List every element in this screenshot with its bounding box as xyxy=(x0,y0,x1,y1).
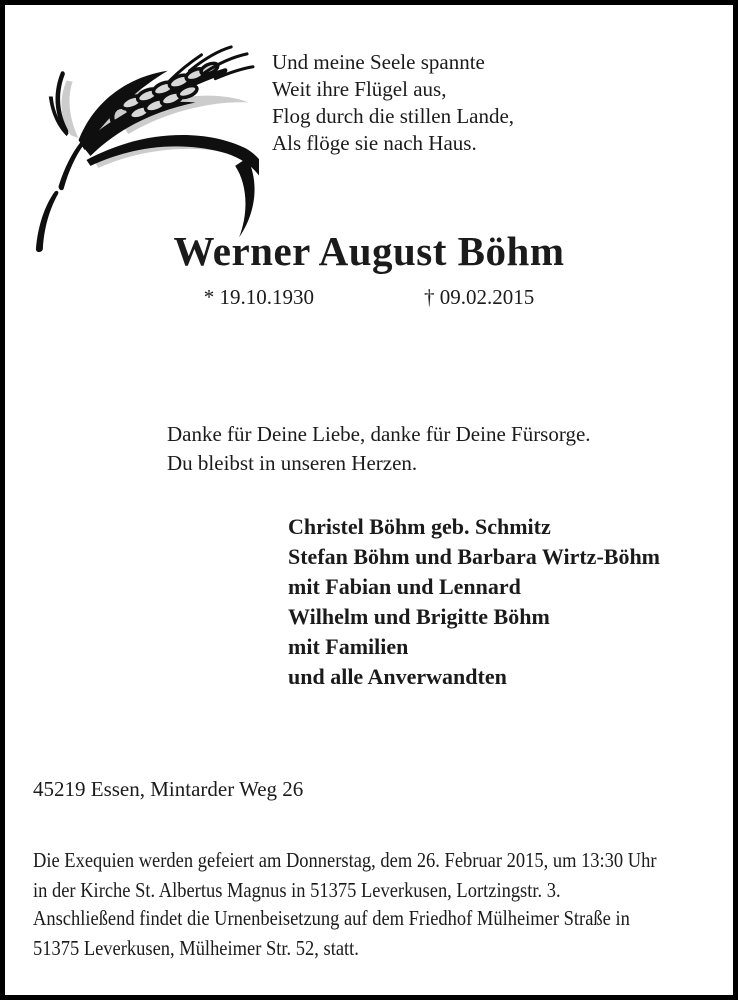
mourner-line: und alle Anverwandten xyxy=(288,664,507,689)
exequien-line: Die Exequien werden gefeiert am Donnerstag, dem 26. Februar 2015, um 13:30 Uhr xyxy=(33,848,657,872)
poem xyxy=(272,49,514,157)
mourner-line: Stefan Böhm und Barbara Wirtz-Böhm xyxy=(288,544,661,569)
poem-line: Und meine Seele spannte xyxy=(272,50,485,74)
life-dates xyxy=(5,284,733,311)
poem-line: Als flöge sie nach Haus. xyxy=(272,131,477,155)
exequien-line: in der Kirche St. Albertus Magnus in 51375 Leverkusen, Lortzingstr. 3. xyxy=(33,878,561,902)
death-date: † 09.02.2015 xyxy=(424,285,535,309)
mourner-line: mit Familien xyxy=(288,634,409,659)
tribute-text xyxy=(167,420,591,478)
poem-line: Weit ihre Flügel aus, xyxy=(272,77,447,101)
burial-details xyxy=(33,903,630,963)
mourner-line: Christel Böhm geb. Schmitz xyxy=(288,514,551,539)
tribute-line: Du bleibst in unseren Herzen. xyxy=(167,451,418,475)
mourner-line: Wilhelm und Brigitte Böhm xyxy=(288,604,550,629)
exequien-details xyxy=(33,845,657,905)
family-address: 45219 Essen, Mintarder Weg 26 xyxy=(33,777,304,801)
mourner-line: mit Fabian und Lennard xyxy=(288,574,521,599)
burial-line: 51375 Leverkusen, Mülheimer Str. 52, statt. xyxy=(33,936,359,960)
poem-line: Flog durch die stillen Lande, xyxy=(272,104,515,128)
burial-line: Anschließend findet die Urnenbeisetzung auf dem Friedhof Mülheimer Straße in xyxy=(33,906,630,930)
birth-date: * 19.10.1930 xyxy=(203,285,314,309)
tribute-line: Danke für Deine Liebe, danke für Deine Fürsorge. xyxy=(167,422,591,446)
mourners-list xyxy=(288,512,660,692)
deceased-name: Werner August Böhm xyxy=(173,228,565,274)
